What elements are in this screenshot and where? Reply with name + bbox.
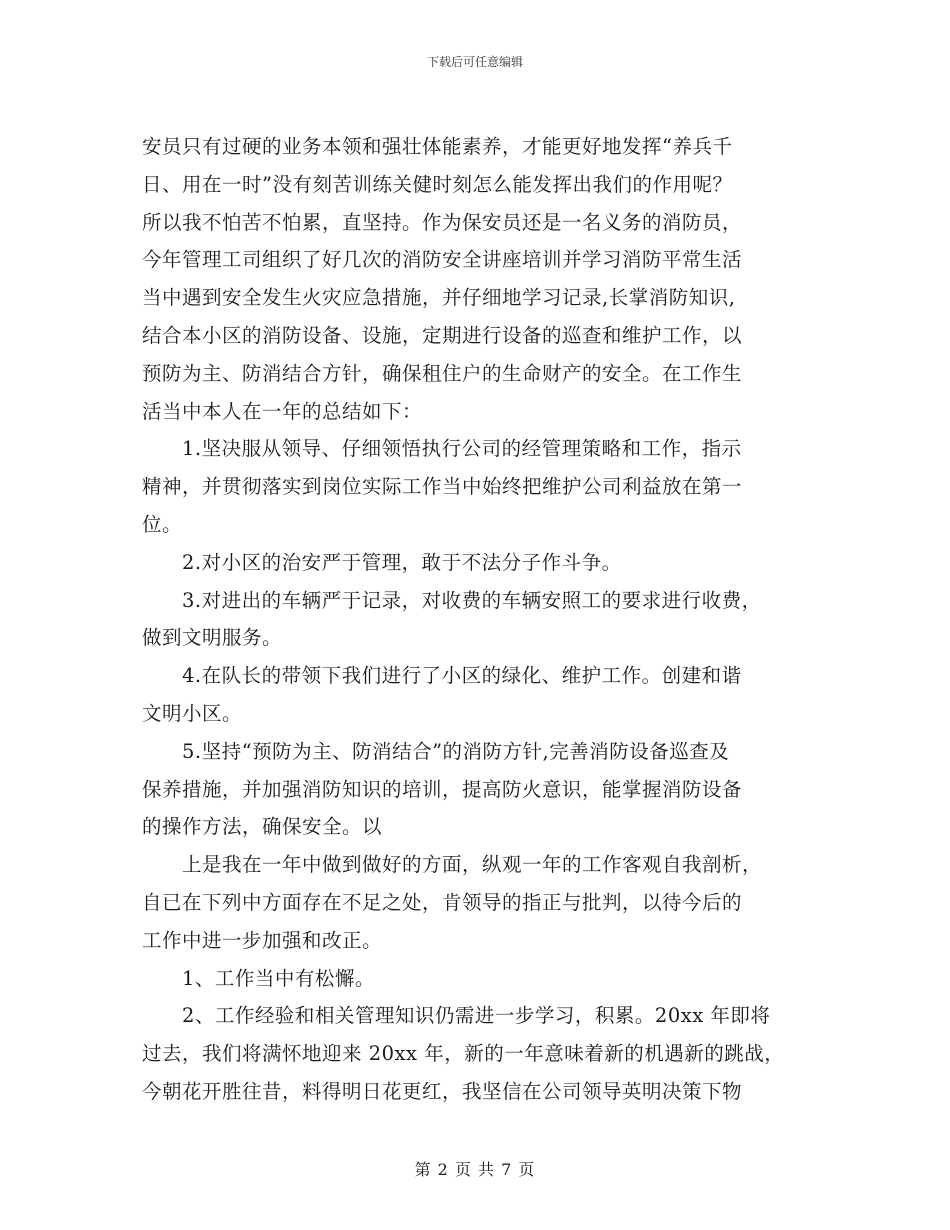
page-header: 下载后可任意编辑: [426, 55, 523, 69]
text-line: 日、用在一时”没有刻苦训练关健时刻怎么能发挥出我们的作用呢？: [142, 172, 733, 196]
text-line: 今朝花开胜往昔，料得明日花更红，我坚信在公司领导英明决策下物: [142, 1079, 743, 1103]
text-line: 2、工作经验和相关管理知识仍需进一步学习，积累。20xx 年即将: [182, 1004, 771, 1028]
text-line: 当中遇到安全发生火灾应急措施，并仔细地学习记录,长掌消防知识,: [142, 286, 736, 310]
text-line: 的操作方法，确保安全。以: [142, 815, 383, 839]
text-line: 4.在队长的带领下我们进行了小区的绿化、维护工作。创建和谐: [182, 664, 742, 688]
text-line: 2.对小区的治安严于管理，敢于不法分子作斗争。: [182, 550, 622, 574]
text-line: 5.坚持“预防为主、防消结合”的消防方针,完善消防设备巡查及: [182, 739, 730, 763]
text-line: 工作中进一步加强和改正。: [142, 928, 383, 952]
text-line: 1、工作当中有松懈。: [182, 966, 375, 990]
page-footer: 第 2 页 共 7 页: [414, 1160, 536, 1179]
text-line: 过去，我们将满怀地迎来 20xx 年，新的一年意味着新的机遇新的跳战，: [142, 1042, 785, 1066]
text-line: 预防为主、防消结合方针，确保租住户的生命财产的安全。在工作生: [142, 361, 743, 385]
text-line: 自已在下列中方面存在不足之处，肯领导的指正与批判，以待今后的: [142, 890, 743, 914]
document-body: [142, 128, 832, 1111]
text-line: 3.对进出的车辆严于记录，对收费的车辆安照工的要求进行收费，: [182, 588, 762, 612]
text-line: 做到文明服务。: [142, 626, 283, 650]
text-line: 位。: [142, 512, 183, 536]
text-line: 文明小区。: [142, 701, 243, 725]
text-line: 今年管理工司组织了好几次的消防安全讲座培训并学习消防平常生活: [142, 248, 743, 272]
text-line: 1.坚决服从领导、仔细领悟执行公司的经管理策略和工作，指示: [182, 437, 742, 461]
text-line: 结合本小区的消防设备、设施，定期进行设备的巡查和维护工作，以: [142, 323, 743, 347]
text-line: 安员只有过硬的业务本领和强壮体能素养，才能更好地发挥“养兵千: [142, 135, 733, 158]
text-line: 保养措施，并加强消防知识的培训，提高防火意识，能掌握消防设备: [142, 777, 743, 801]
text-line: 活当中本人在一年的总结如下：: [142, 399, 423, 423]
text-line: 所以我不怕苦不怕累，直坚持。作为保安员还是一名义务的消防员，: [142, 210, 743, 234]
text-line: 精神，并贯彻落实到岗位实际工作当中始终把维护公司利益放在第一: [142, 475, 743, 499]
text-line: 上是我在一年中做到做好的方面，纵观一年的工作客观自我剖析，: [182, 853, 763, 877]
